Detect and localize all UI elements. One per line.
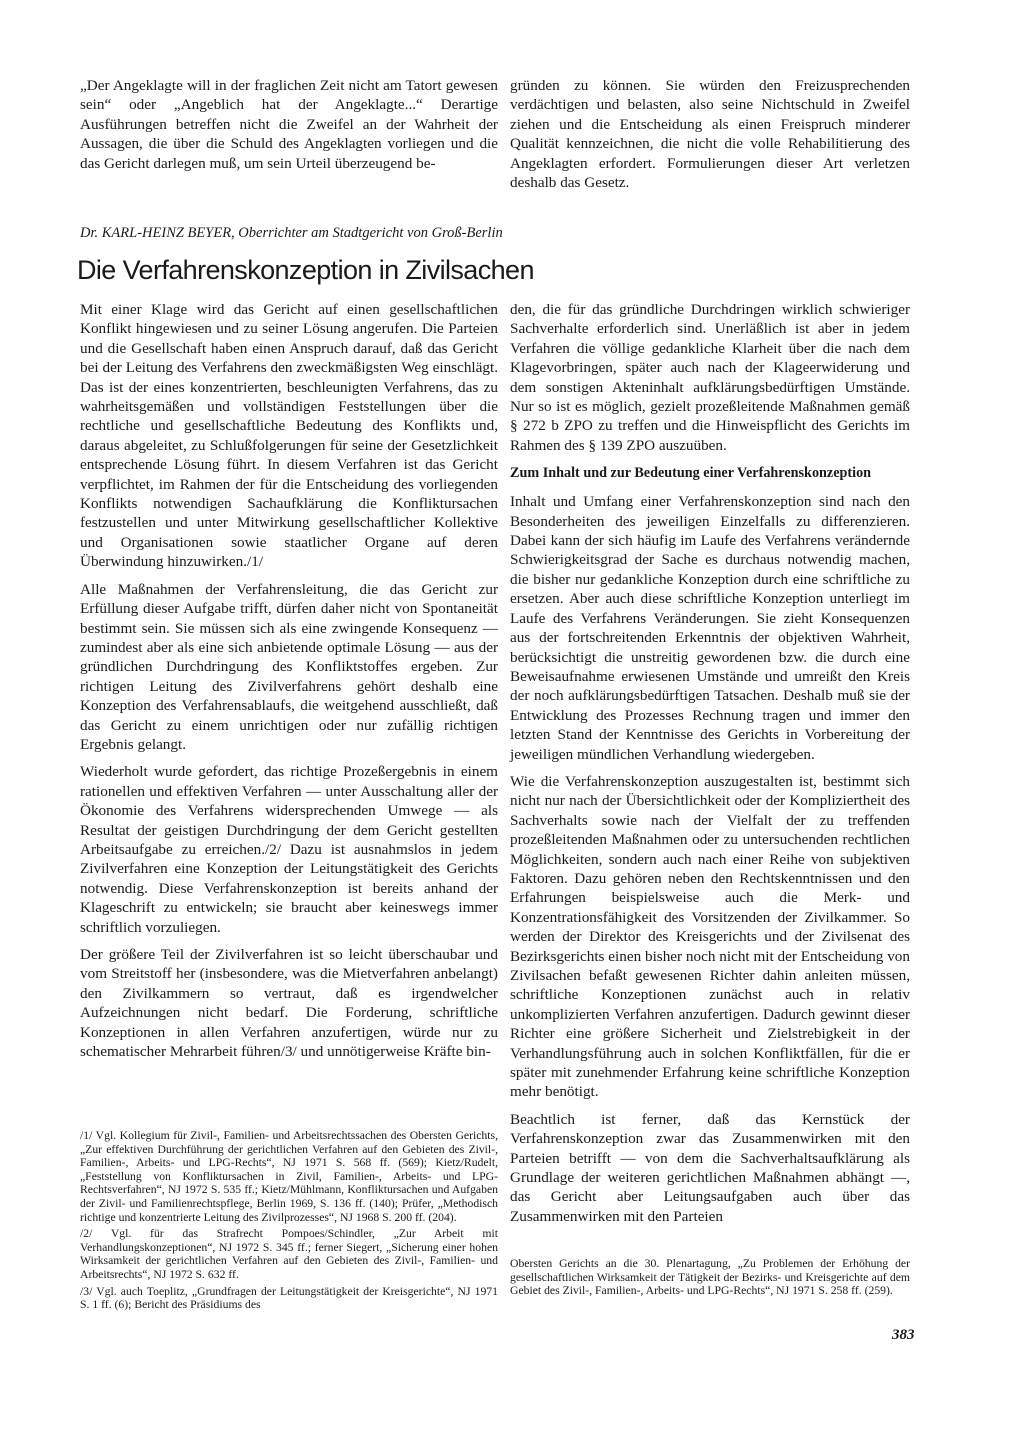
paragraph: Inhalt und Umfang einer Verfahrenskonzeption sind nach den Besonderheiten des jeweiligen Einzelfalls zu differenzieren. Dabei kann der sich häufig im Laufe des Verfahrens verändernde Schwierigkeitsgrad der Sache es durchaus notwendig machen, die bisher nur gedankliche Konzeption durch eine schriftliche zu ersetzen. Aber auch diese schriftliche Konzeption unterliegt im Laufe des Verfahrens Veränderungen. Sie zieht Konsequenzen aus der fortschreitenden Erkenntnis der objektiven Wahrheit, berücksichtigt die unstreitig gewordenen bzw. die durch eine Beweisaufnahme erwiesenen Umstände und umreißt den Kreis der noch aufklärungsbedürftigen Tatsachen. Deshalb muß sie der Entwicklung des Prozesses Rechnung tragen und immer den letzten Stand der Kenntnisse des Gerichts in Vorbereitung der jeweiligen mündlichen Verhandlung wiedergeben. bbox=[510, 493, 910, 763]
footnotes-left bbox=[80, 1129, 498, 1315]
article-title: Die Verfahrenskonzeption in Zivilsachen bbox=[77, 255, 534, 285]
footnote: /2/ Vgl. für das Strafrecht Pompoes/Schindler, „Zur Arbeit mit Verhandlungskonzeptionen“, NJ 1972 S. 345 ff.; ferner Siegert, „Sicherung einer hohen Wirksamkeit der gerichtlichen Verfahren auf den Gebieten des Zivil-, Familien- und Arbeitsrechts“, NJ 1972 S. 632 ff. bbox=[80, 1227, 498, 1281]
article-right-column bbox=[510, 300, 910, 1226]
footnotes-right bbox=[510, 1257, 910, 1301]
article-byline: Dr. KARL-HEINZ BEYER, Oberrichter am Stadtgericht von Groß-Berlin bbox=[80, 225, 503, 241]
paragraph: Beachtlich ist ferner, daß das Kernstück der Verfahrenskonzeption zwar das Zusammenwirken mit den Parteien betrifft — von dem die Sachverhaltsaufklärung als Grundlage der weiteren gerichtlichen Maßnahmen abhängt —, das Gericht aber Leitungsaufgaben auch über das Zusammenwirken mit den Parteien bbox=[510, 1110, 910, 1225]
paragraph: den, die für das gründliche Durchdringen wirklich schwieriger Sachverhalte erforderlich sind. Unerläßlich ist aber in jedem Verfahren die völlige gedankliche Klarheit über die nach dem Klagevorbringen, später auch nach der Klageerwiderung und dem sonstigen Akteninhalt aufklärungsbedürftigen Umstände. Nur so ist es möglich, gezielt prozeßleitende Maßnahmen gemäß § 272 b ZPO zu treffen und die Hinweispflicht des Gerichts im Rahmen des § 139 ZPO auszuüben. bbox=[510, 301, 910, 454]
top-left-column bbox=[80, 76, 498, 173]
paragraph: Wie die Verfahrenskonzeption auszugestalten ist, bestimmt sich nicht nur nach der Übersichtlichkeit oder der Kompliziertheit des Sachverhalts sowie nach der Vielfalt der zu treffenden prozeßleitenden Maßnahmen oder zu untersuchenden rechtlichen Möglichkeiten, sondern auch nach einer Reihe von subjektiven Faktoren. Dazu gehören neben den Rechtskenntnissen und den Erfahrungen beispielsweise auch die Merk- und Konzentrationsfähigkeit des Vorsitzenden der Zivilkammer. So werden der Direktor des Kreisgerichts und der Zivilsenat des Bezirksgerichts einen bisher noch nicht mit der Entscheidung von Zivilsachen befaßt gewesenen Richter dahin anleiten müssen, schriftliche Konzeptionen zunächst auch in relativ unkomplizierten Verfahren anzufertigen. Dadurch gewinnt dieser Richter eine größere Sicherheit und Zielstrebigkeit in der Verhandlungsführung auch in solchen Konfliktfällen, für die er später mit zunehmender Erfahrung keine schriftliche Konzeption mehr benötigt. bbox=[510, 772, 910, 1101]
section-subheading: Zum Inhalt und zur Bedeutung einer Verfahrenskonzeption bbox=[510, 465, 872, 482]
top-right-column bbox=[510, 76, 910, 192]
paragraph: Der größere Teil der Zivilverfahren ist so leicht überschaubar und vom Streitstoff her (insbesondere, was die Mietverfahren anbelangt) den Zivilkammern so vertraut, daß es irgendwelcher Aufzeichnungen nicht bedarf. Die Forderung, schriftliche Konzeptionen in allen Verfahren anzufertigen, würde nur zu schematischer Mehrarbeit führen/3/ und unnötigerweise Kräfte bin- bbox=[80, 946, 498, 1061]
paragraph: Wiederholt wurde gefordert, das richtige Prozeßergebnis in einem rationellen und effektiven Verfahren — unter Ausschaltung aller der Ökonomie des Verfahrens widersprechenden Umwege — als Resultat der geistigen Durchdringung der dem Gericht gestellten Arbeitsaufgabe zu erreichen./2/ Dazu ist ausnahmslos in jedem Zivilverfahren eine Konzeption der Leitungstätigkeit des Gerichts notwendig. Diese Verfahrenskonzeption ist bereits anhand der Klageschrift zu entwickeln; sie braucht aber keineswegs immer schriftlich vorzuliegen. bbox=[80, 763, 498, 936]
page-number: 383 bbox=[892, 1327, 915, 1343]
footnote: /1/ Vgl. Kollegium für Zivil-, Familien- und Arbeitsrechtssachen des Obersten Gerichts, „Zur effektiven Durchführung der gerichtlichen Verfahren auf den Gebieten des Zivil-, Familien-, Arbeits- und LPG-Rechts“, NJ 1971 S. 568 ff. (569); Kietz/Rudelt, „Feststellung von Konfliktursachen in Zivil, Familien-, Arbeits- und LPG-Rechtsverfahren“, NJ 1972 S. 535 ff.; Kietz/Mühlmann, Konfliktursachen und Aufgaben der Zivil- und Familienrechtspflege, Berlin 1969, S. 136 ff. (140); Prüfer, „Methodisch richtige und konzentrierte Leitung des Zivilprozesses“, NJ 1968 S. 200 ff. (204). bbox=[80, 1129, 498, 1224]
paragraph: gründen zu können. Sie würden den Freizusprechenden verdächtigen und belasten, also seine Nichtschuld in Zweifel ziehen und die Entscheidung als einen Freispruch minderer Qualität kennzeichnen, die nicht die volle Rehabilitierung des Angeklagten erfordert. Formulierungen dieser Art verletzen deshalb das Gesetz. bbox=[510, 77, 910, 192]
footnote: /3/ Vgl. auch Toeplitz, „Grundfragen der Leitungstätigkeit der Kreisgerichte“, NJ 1971 S. 1 ff. (6); Bericht des Präsidiums des bbox=[80, 1284, 498, 1312]
article-left-column bbox=[80, 300, 498, 1061]
footnote: Obersten Gerichts an die 30. Plenartagung, „Zu Problemen der Erhöhung der gesellschaftlichen Wirksamkeit der Tätigkeit der Bezirks- und Kreisgerichte auf dem Gebiet des Zivil-, Familien-, Arbeits- und LPG-Rechts“, NJ 1971 S. 258 ff. (259). bbox=[510, 1257, 910, 1298]
paragraph: Mit einer Klage wird das Gericht auf einen gesellschaftlichen Konflikt hingewiesen und zu seiner Lösung angerufen. Die Parteien und die Gesellschaft haben einen Anspruch darauf, daß das Gericht bei der Leitung des Verfahrens den zweckmäßigsten Weg einschlägt. Das ist der eines konzentrierten, beschleunigten Verfahrens, das zu wahrheitsgemäßen und vollständigen Feststellungen über die rechtliche und gesellschaftliche Bedeutung des Konflikts und, daraus abgeleitet, zu Schlußfolgerungen für seine der Gesetzlichkeit entsprechende Lösung führt. In diesem Verfahren ist das Gericht verpflichtet, im Rahmen der für die Entscheidung des vorliegenden Konflikts notwendigen Sachaufklärung die Konfliktursachen festzustellen und unter Mitwirkung gesellschaftlicher Kollektive und Organisationen sowie staatlicher Organe auf deren Überwindung hinzuwirken./1/ bbox=[80, 301, 498, 571]
paragraph: Alle Maßnahmen der Verfahrensleitung, die das Gericht zur Erfüllung dieser Aufgabe trifft, dürfen daher nicht von Spontaneität bestimmt sein. Sie müssen sich als eine zwingende Konsequenz — zumindest aber als eine sich anbietende optimale Lösung — aus der gründlichen Durchdringung des Konfliktstoffes ergeben. Zur richtigen Leitung des Zivilverfahrens gehört deshalb eine Konzeption des Verfahrensablaufs, die weitgehend ausschließt, daß das Gericht zu einem unrichtigen oder nur zufällig richtigen Ergebnis gelangt. bbox=[80, 580, 498, 753]
paragraph: „Der Angeklagte will in der fraglichen Zeit nicht am Tatort gewesen sein“ oder „Angeblich hat der Angeklagte...“ Derartige Ausführungen betreffen nicht die Zweifel an der Wahrheit der Aussagen, die über die Schuld des Angeklagten vorliegen und die das Gericht darlegen muß, um sein Urteil überzeugend be- bbox=[80, 77, 498, 172]
